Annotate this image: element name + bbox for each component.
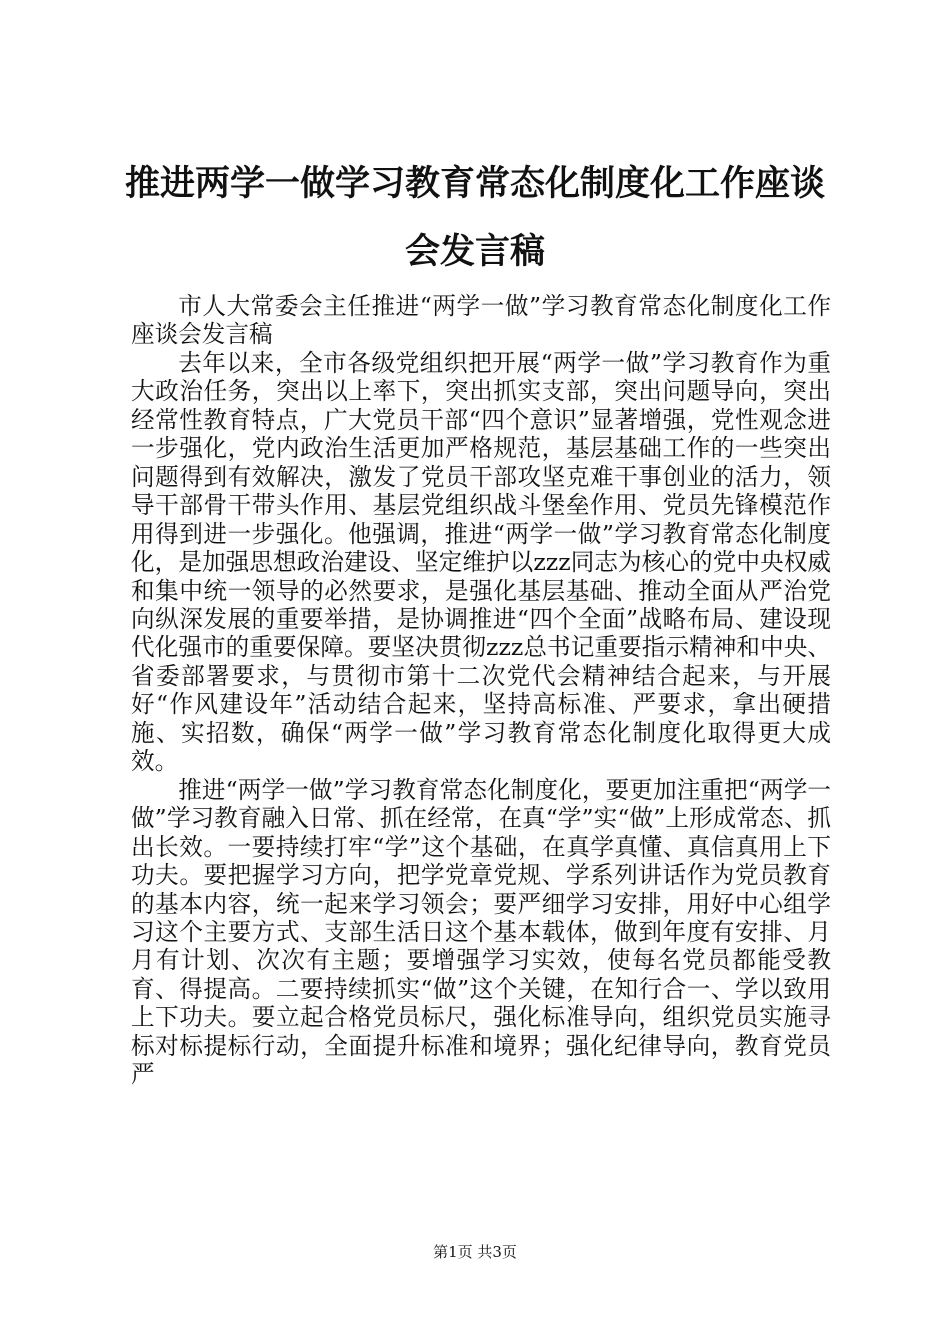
paragraph-subtitle: 市人大常委会主任推进“两学一做”学习教育常态化制度化工作座谈会发言稿: [131, 292, 831, 349]
paragraph-1: 去年以来，全市各级党组织把开展“两学一做”学习教育作为重大政治任务，突出以上率下，突出抓实支部，突出问题导向，突出经常性教育特点，广大党员干部“四个意识”显著增强，党性观念进一步强化，党内政治生活更加严格规范，基层基础工作的一些突出问题得到有效解决，激发了党员干部攻坚克难干事创业的活力，领导干部骨干带头作用、基层党组织战斗堡垒作用、党员先锋模范作用得到进一步强化。他强调，推进“两学一做”学习教育常态化制度化，是加强思想政治建设、坚定维护以zzz同志为核心的党中央权威和集中统一领导的必然要求，是强化基层基础、推动全面从严治党向纵深发展的重要举措，是协调推进“四个全面”战略布局、建设现代化强市的重要保障。要坚决贯彻zzz总书记重要指示精神和中央、省委部署要求，与贯彻市第十二次党代会精神结合起来，与开展好“作风建设年”活动结合起来，坚持高标准、严要求，拿出硬措施、实招数，确保“两学一做”学习教育常态化制度化取得更大成效。: [131, 348, 831, 776]
document-title: 推进两学一做学习教育常态化制度化工作座谈会发言稿: [124, 163, 825, 272]
paragraph-2: 推进“两学一做”学习教育常态化制度化，要更加注重把“两学一做”学习教育融入日常、抓在经常，在真“学”实“做”上形成常态、抓出长效。一要持续打牢“学”这个基础，在真学真懂、真信真用上下功夫。要把握学习方向，把学党章党规、学系列讲话作为党员教育的基本内容，统一起来学习领会；要严细学习安排，用好中心组学习这个主要方式、支部生活日这个基本载体，做到年度有安排、月月有计划、次次有主题；要增强学习实效，使每名党员都能受教育、得提高。二要持续抓实“做”这个关键，在知行合一、学以致用上下功夫。要立起合格党员标尺，强化标准导向，组织党员实施寻标对标提标行动，全面提升标准和境界；强化纪律导向，教育党员严: [131, 775, 831, 1089]
document-body: [131, 292, 831, 1089]
page-footer: 第1页 共3页: [433, 1243, 517, 1261]
